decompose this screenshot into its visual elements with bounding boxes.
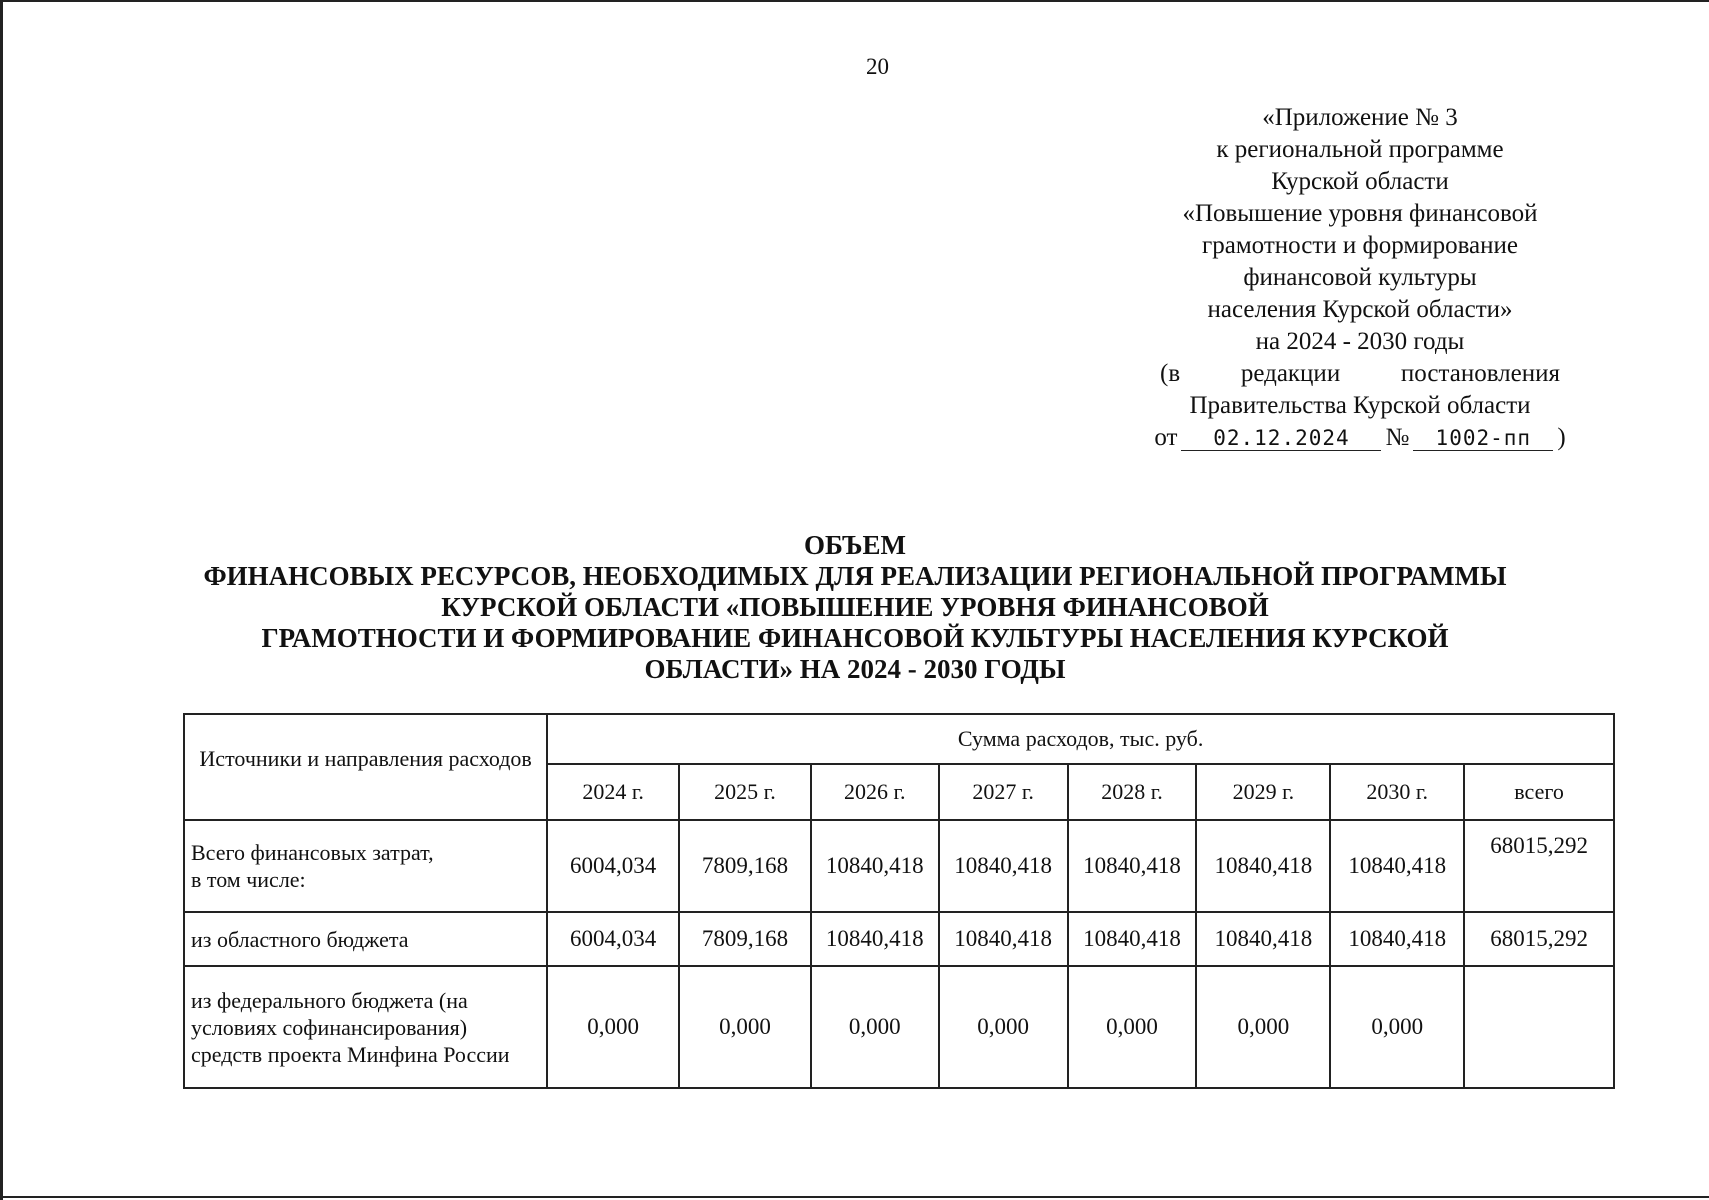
total-header: всего <box>1464 764 1614 820</box>
title-line: КУРСКОЙ ОБЛАСТИ «ПОВЫШЕНИЕ УРОВНЯ ФИНАНСОВОЙ <box>441 592 1269 622</box>
total-cell <box>1464 966 1614 1088</box>
close-paren: ) <box>1557 424 1566 451</box>
total-cell: 68015,292 <box>1464 912 1614 966</box>
row-label-line: условиях софинансирования) <box>191 1014 468 1040</box>
value-cell: 10840,418 <box>1068 912 1197 966</box>
appendix-line: грамотности и формирование <box>1202 232 1518 259</box>
appendix-line: на 2024 - 2030 годы <box>1255 328 1465 355</box>
year-header: 2025 г. <box>679 764 811 820</box>
title-line: ФИНАНСОВЫХ РЕСУРСОВ, НЕОБХОДИМЫХ ДЛЯ РЕАЛИЗАЦИИ РЕГИОНАЛЬНОЙ ПРОГРАММЫ <box>203 561 1507 591</box>
value-cell: 7809,168 <box>679 912 811 966</box>
number-label: № <box>1385 424 1410 451</box>
value-cell: 10840,418 <box>939 912 1068 966</box>
total-cell: 68015,292 <box>1464 820 1614 912</box>
value-cell: 10840,418 <box>1330 820 1464 912</box>
value-cell: 0,000 <box>1068 966 1197 1088</box>
row-label <box>184 820 547 912</box>
row-label <box>184 912 547 966</box>
table-row <box>184 820 1614 912</box>
title-line: ОБЪЕМ <box>804 530 906 560</box>
year-header: 2027 г. <box>939 764 1068 820</box>
value-cell: 7809,168 <box>679 820 811 912</box>
value-cell: 0,000 <box>1196 966 1330 1088</box>
row-label-line: из областного бюджета <box>191 926 409 952</box>
value-cell: 10840,418 <box>939 820 1068 912</box>
value-cell: 0,000 <box>939 966 1068 1088</box>
table-row <box>184 966 1614 1088</box>
page-number: 20 <box>866 54 889 79</box>
row-label <box>184 966 547 1088</box>
document-title <box>180 530 1530 685</box>
edition-word: редакции <box>1240 360 1341 387</box>
appendix-line: «Приложение № 3 <box>1262 104 1458 131</box>
year-header: 2029 г. <box>1196 764 1330 820</box>
edition-word: (в <box>1160 360 1181 387</box>
page-border-left <box>0 0 3 1200</box>
table-row <box>184 912 1614 966</box>
financing-table <box>183 713 1615 1089</box>
title-line: ОБЛАСТИ» НА 2024 - 2030 ГОДЫ <box>644 654 1066 684</box>
page-border-top <box>0 0 1709 2</box>
appendix-header <box>1150 102 1570 454</box>
year-header: 2028 г. <box>1068 764 1197 820</box>
appendix-line: Курской области <box>1271 168 1449 195</box>
appendix-line: населения Курской области» <box>1207 296 1513 323</box>
value-cell: 10840,418 <box>1330 912 1464 966</box>
page-border-bottom <box>0 1196 1709 1198</box>
year-header: 2030 г. <box>1330 764 1464 820</box>
edition-word: постановления <box>1400 360 1560 387</box>
value-cell: 6004,034 <box>547 820 679 912</box>
government-line: Правительства Курской области <box>1189 392 1531 419</box>
value-cell: 10840,418 <box>1068 820 1197 912</box>
value-cell: 0,000 <box>547 966 679 1088</box>
value-cell: 0,000 <box>679 966 811 1088</box>
resolution-number: 1002-пп <box>1413 426 1553 451</box>
resolution-reference <box>1150 422 1570 454</box>
value-cell: 0,000 <box>811 966 939 1088</box>
row-label-line: из федерального бюджета (на <box>191 987 468 1013</box>
value-cell: 10840,418 <box>1196 912 1330 966</box>
row-label-line: в том числе: <box>191 867 306 892</box>
row-label-line: средств проекта Минфина России <box>191 1041 510 1067</box>
edition-line <box>1150 358 1570 390</box>
row-label-line: Всего финансовых затрат, <box>191 840 434 865</box>
year-header: 2026 г. <box>811 764 939 820</box>
source-header: Источники и направления расходов <box>184 714 547 820</box>
appendix-line: финансовой культуры <box>1243 264 1477 291</box>
value-cell: 10840,418 <box>811 820 939 912</box>
value-cell: 0,000 <box>1330 966 1464 1088</box>
year-header: 2024 г. <box>547 764 679 820</box>
appendix-line: «Повышение уровня финансовой <box>1182 200 1538 227</box>
header-row <box>184 714 1614 764</box>
appendix-line: к региональной программе <box>1216 136 1504 163</box>
from-label: от <box>1154 424 1178 451</box>
value-cell: 10840,418 <box>811 912 939 966</box>
resolution-date: 02.12.2024 <box>1181 426 1381 451</box>
title-line: ГРАМОТНОСТИ И ФОРМИРОВАНИЕ ФИНАНСОВОЙ КУЛЬТУРЫ НАСЕЛЕНИЯ КУРСКОЙ <box>261 623 1449 653</box>
value-cell: 6004,034 <box>547 912 679 966</box>
sum-header: Сумма расходов, тыс. руб. <box>547 714 1614 764</box>
value-cell: 10840,418 <box>1196 820 1330 912</box>
